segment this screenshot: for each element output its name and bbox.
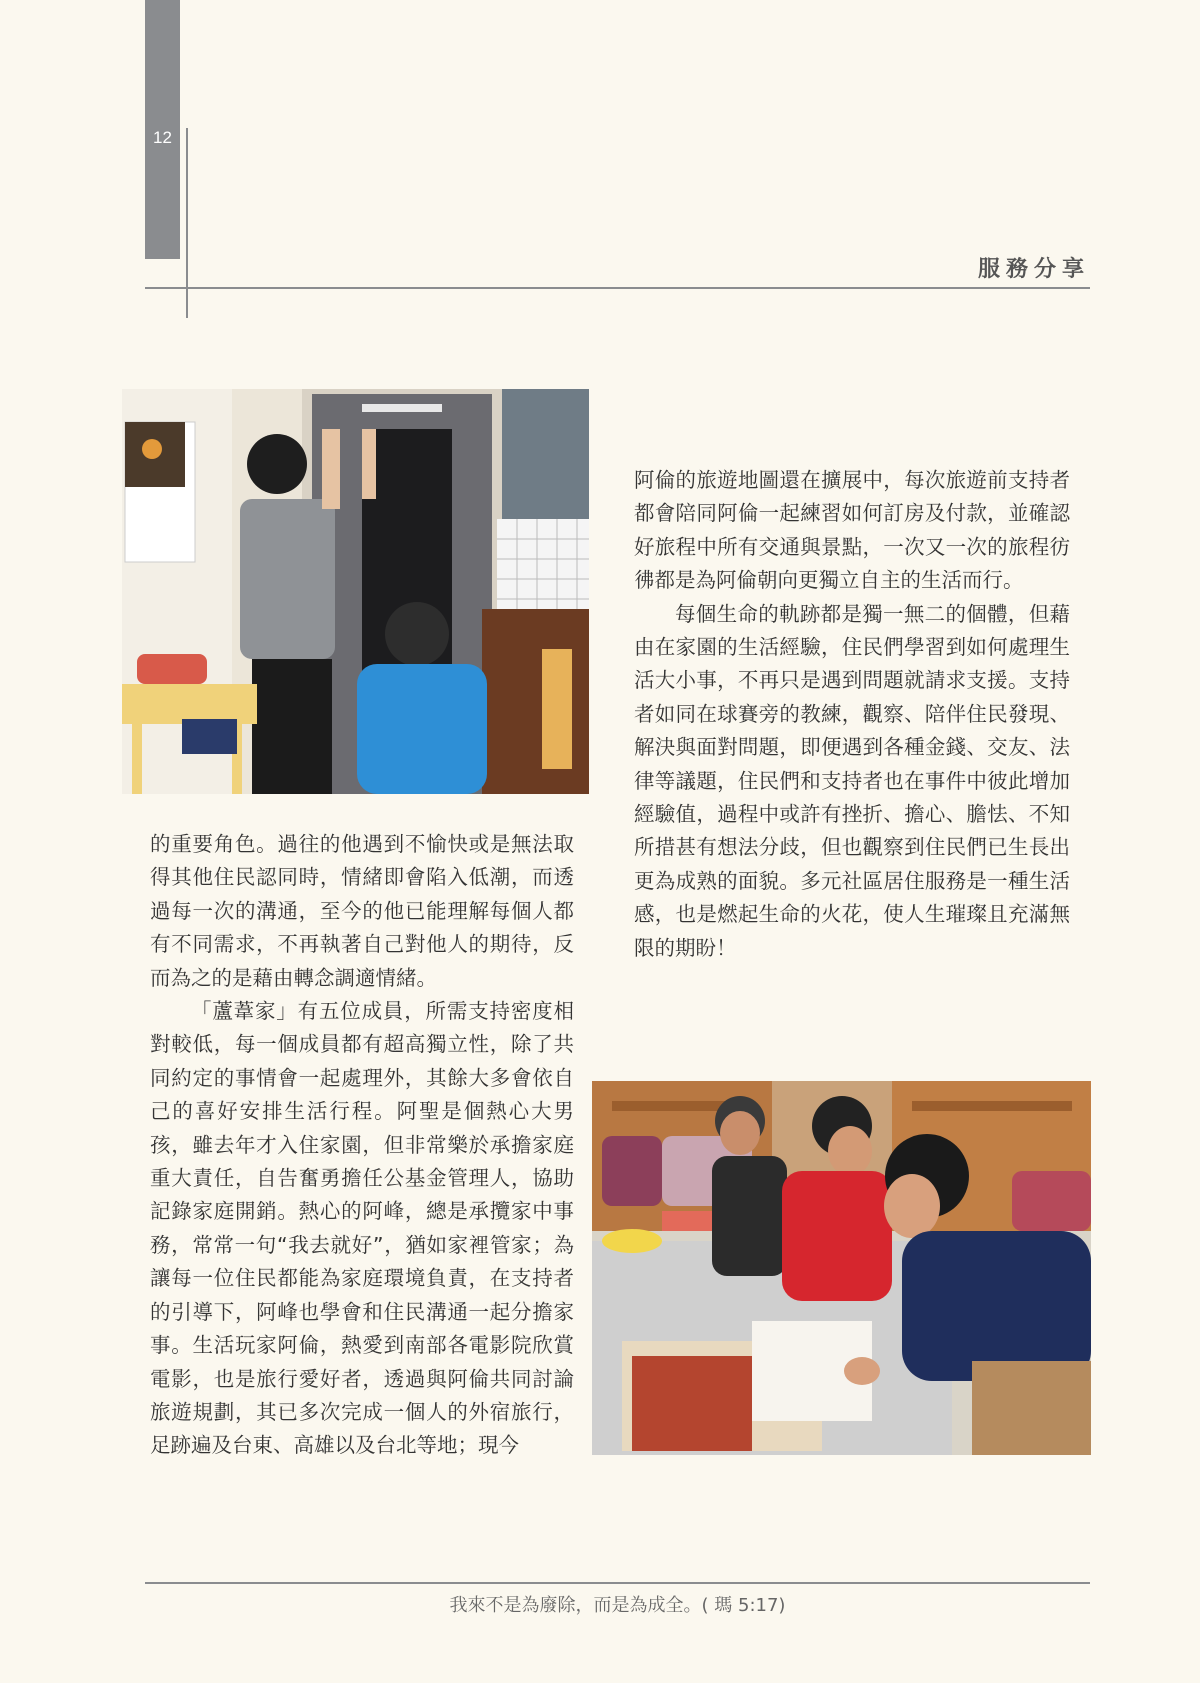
right-paragraph-2: 每個生命的軌跡都是獨一無二的個體，但藉由在家園的生活經驗，住民們學習到如何處理生活大小事，不再只是遇到問題就請求支援。支持者如同在球賽旁的教練，觀察、陪伴住民發現、解決與面對問題，即便遇到各種金錢、交友、法律等議題，住民們和支持者也在事件中彼此增加經驗值，過程中或許有挫折、擔心、膽怯、不知所措甚有想法分歧，但也觀察到住民們已生長出更為成熟的面貌。多元社區居住服務是一種生活感，也是燃起生命的火花，使人生璀璨且充滿無限的期盼！ [634, 601, 1070, 960]
page-number: 12 [153, 128, 172, 147]
left-text-column [150, 828, 574, 1463]
left-paragraph-1: 的重要角色。過往的他遇到不愉快或是無法取得其他住民認同時，情緒即會陷入低潮，而透過每一次的溝通，至今的他已能理解每個人都有不同需求，不再執著自己對他人的期待，反而為之的是藉由轉念調適情緒。 [150, 832, 574, 990]
footer-rule [145, 1582, 1090, 1584]
section-title: 服務分享 [977, 257, 1090, 282]
left-paragraph-2: 「蘆葦家」有五位成員，所需支持密度相對較低，每一個成員都有超高獨立性，除了共同約定的事情會一起處理外，其餘大多會依自己的喜好安排生活行程。阿聖是個熱心大男孩，雖去年才入住家園，但非常樂於承擔家庭重大責任，自告奮勇擔任公基金管理人，協助記錄家庭開銷。熱心的阿峰，總是承攬家中事務，常常一句“我去就好”，猶如家裡管家；為讓每一位住民都能為家庭環境負責，在支持者的引導下，阿峰也學會和住民溝通一起分擔家事。生活玩家阿倫，熱愛到南部各電影院欣賞電影，也是旅行愛好者，透過與阿倫共同討論旅遊規劃，其已多次完成一個人的外宿旅行，足跡遍及台東、高雄以及台北等地；現今 [150, 999, 574, 1458]
right-paragraph-1: 阿倫的旅遊地圖還在擴展中，每次旅遊前支持者都會陪同阿倫一起練習如何訂房及付款，並確認好旅程中所有交通與景點，一次又一次的旅程彷彿都是為阿倫朝向更獨立自主的生活而行。 [634, 468, 1070, 593]
photo-residents-planning [592, 1081, 1091, 1455]
footer-scripture-quote: 我來不是為廢除，而是為成全。( 瑪 5:17) [449, 1595, 786, 1616]
right-text-column [634, 464, 1070, 965]
header-vertical-rule [186, 128, 188, 318]
photo-residents-cleaning-door [122, 389, 589, 794]
header-horizontal-rule [145, 287, 1090, 289]
